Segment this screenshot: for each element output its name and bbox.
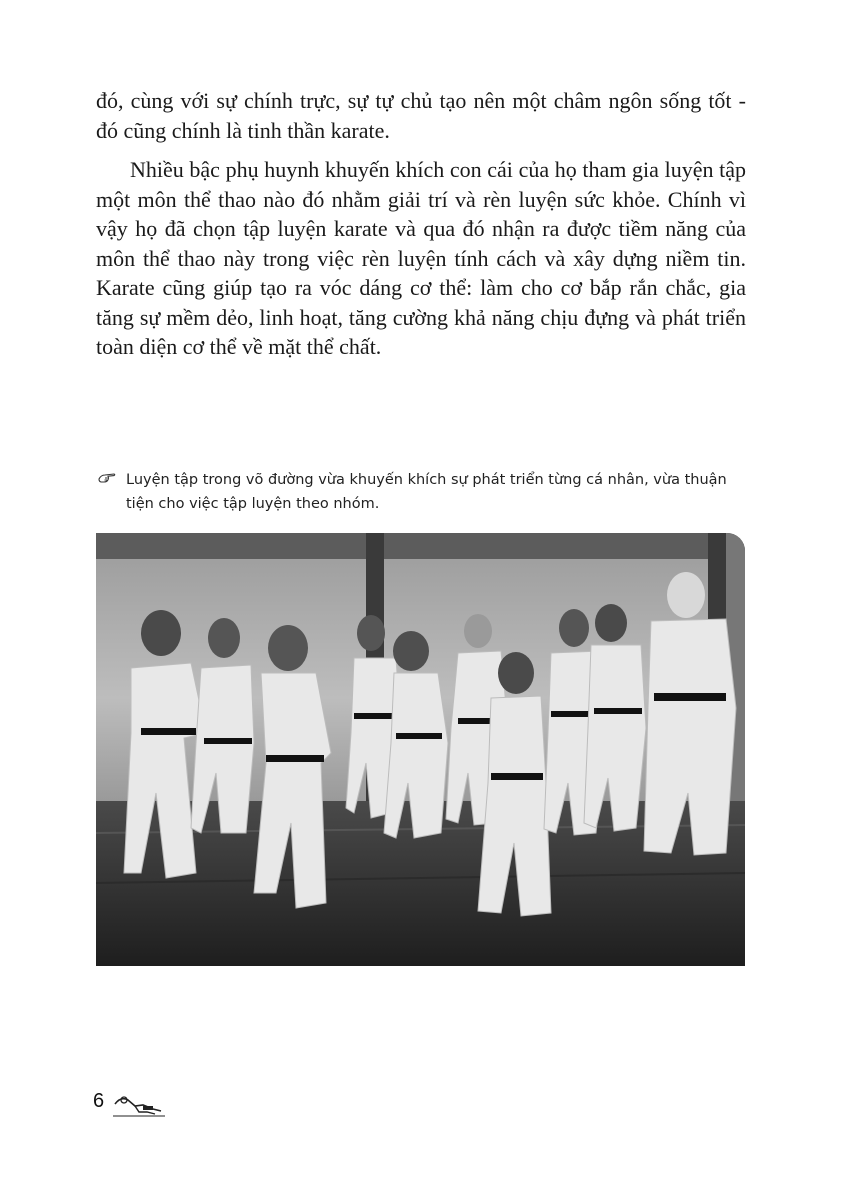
page-number: 6 <box>93 1090 105 1112</box>
figure-caption <box>98 468 748 516</box>
paragraph-1: đó, cùng với sự chính trực, sự tự chủ tạo nên một châm ngôn sống tốt - đó cũng chính là tinh thần karate. <box>96 88 746 143</box>
pointing-hand-icon <box>98 470 116 486</box>
kick-figure-icon <box>113 1092 165 1118</box>
paragraph-2: Nhiều bậc phụ huynh khuyến khích con cái của họ tham gia luyện tập một môn thể thao nào đó nhằm giải trí và rèn luyện sức khỏe. Chính vì vậy họ đã chọn tập luyện karate và qua đó nhận ra được tiềm năng của môn thể thao này trong việc rèn luyện tính cách và xây dựng niềm tin. Karate cũng giúp tạo ra vóc dáng cơ thể: làm cho cơ bắp rắn chắc, gia tăng sự mềm dẻo, linh hoạt, tăng cường khả năng chịu đựng và phát triển toàn diện cơ thể về mặt thể chất. <box>96 157 746 359</box>
caption-text: Luyện tập trong võ đường vừa khuyến khích sự phát triển từng cá nhân, vừa thuận tiện cho việc tập luyện theo nhóm. <box>126 472 727 512</box>
photo-karate-group <box>96 533 745 966</box>
